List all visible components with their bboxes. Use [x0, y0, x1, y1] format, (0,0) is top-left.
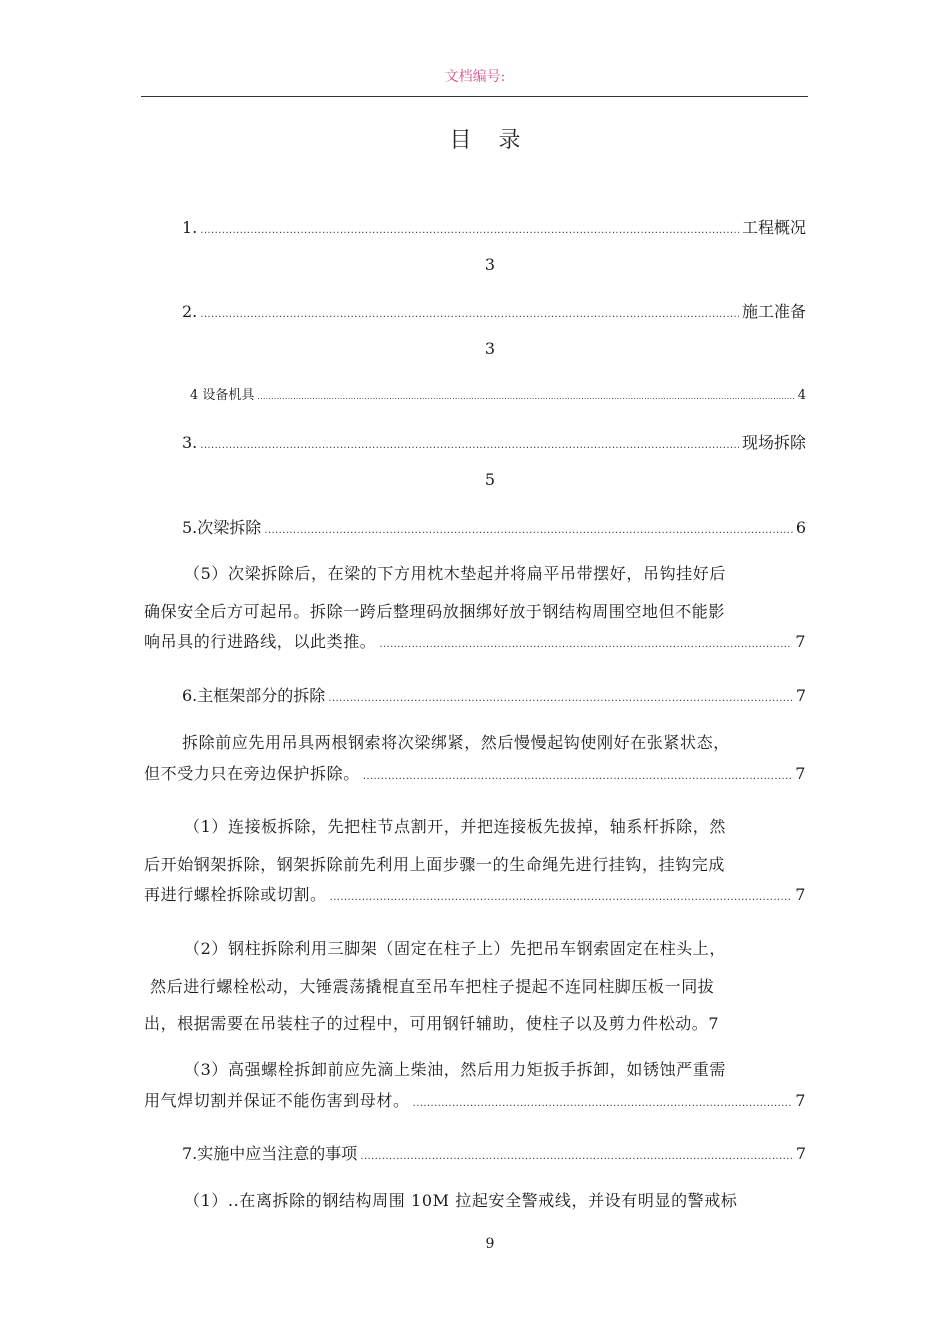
paragraph-line-text: 用气焊切割并保证不能伤害到母材。: [144, 1090, 410, 1110]
toc-entry-1-page: 3: [484, 255, 496, 274]
header-divider: [141, 96, 808, 97]
toc-entry-title: 5.次梁拆除: [182, 518, 262, 537]
toc-entry-number: 2.: [182, 302, 198, 321]
toc-entry-1[interactable]: [182, 216, 806, 243]
page-number: 9: [485, 1236, 495, 1252]
toc-entry-7[interactable]: [182, 1142, 806, 1169]
toc-entry-page: 7: [795, 1090, 806, 1110]
toc-entry-title: 工程概况: [741, 218, 806, 237]
paragraph-last-line: [144, 883, 806, 921]
toc-entry-page: 6: [795, 518, 806, 537]
toc-leader-dots: [328, 684, 793, 711]
toc-leader-dots: [330, 883, 793, 910]
toc-leader-dots: [379, 630, 792, 657]
toc-paragraph-1[interactable]: [144, 555, 806, 668]
toc-leader-dots: [264, 516, 793, 543]
toc-leader-dots: [200, 300, 739, 327]
page-title: 目 录: [449, 128, 531, 153]
paragraph-line: （3）高强螺栓拆卸前应先滴上柴油，然后用力矩扳手拆卸，如锈蚀严重需: [184, 1060, 726, 1079]
toc-entry-page: 7: [795, 1144, 806, 1163]
paragraph-line: 拆除前应先用吊具两根钢索将次梁绑紧，然后慢慢起钩使刚好在张紧状态，: [182, 733, 730, 752]
toc-entry-title: 现场拆除: [741, 433, 806, 452]
paragraph-line: （1）..在离拆除的钢结构周围 10M 拉起安全警戒线，并设有明显的警戒标: [184, 1191, 738, 1210]
paragraph-line: （5）次梁拆除后，在梁的下方用枕木垫起并将扁平吊带摆好，吊钩挂好后: [184, 564, 726, 583]
toc-entry-5[interactable]: [182, 516, 806, 543]
toc-entry-page: 7: [795, 885, 806, 904]
paragraph-line: （1）连接板拆除，先把柱节点割开，并把连接板先拔掉，轴系杆拆除，然: [184, 817, 726, 836]
toc-entry-title: 4 设备机具: [190, 388, 255, 403]
paragraph-line: 出，根据需要在吊装柱子的过程中，可用钢钎辅助，使柱子以及剪力件松动。7: [144, 1014, 720, 1033]
toc-entry-number: 1.: [182, 218, 198, 237]
paragraph-line: 后开始钢架拆除，钢架拆除前先利用上面步骤一的生命绳先进行挂钩，挂钩完成: [144, 854, 726, 874]
paragraph-last-line: [144, 630, 806, 668]
toc-leader-dots: [360, 1142, 793, 1169]
toc-entry-page: 7: [795, 763, 806, 783]
paragraph-line: 确保安全后方可起吊。拆除一跨后整理码放捆绑好放于钢结构周围空地但不能影: [144, 601, 726, 621]
paragraph-line: （2）钢柱拆除利用三脚架（固定在柱子上）先把吊车钢索固定在柱头上，: [184, 939, 726, 958]
toc-paragraph-2[interactable]: [144, 724, 806, 799]
toc-leader-dots: [257, 384, 794, 409]
toc-entry-title: 施工准备: [741, 302, 806, 321]
toc-entry-4[interactable]: [182, 431, 806, 458]
toc-entry-3[interactable]: [190, 384, 806, 409]
toc-paragraph-5[interactable]: [144, 1051, 806, 1126]
toc-entry-page: 7: [795, 686, 806, 705]
toc-entry-page: 7: [795, 632, 806, 651]
toc-leader-dots: [200, 216, 739, 243]
paragraph-line: 然后进行螺栓松动，大锤震荡撬棍直至吊车把柱子提起不连同柱脚压板一同拔: [150, 976, 715, 996]
toc-entry-title: 7.实施中应当注意的事项: [182, 1144, 358, 1163]
toc-paragraph-4[interactable]: [144, 930, 806, 1043]
toc-entry-2[interactable]: [182, 300, 806, 327]
toc-entry-title: 6.主框架部分的拆除: [182, 686, 326, 705]
paragraph-line-text: 再进行螺栓拆除或切割。: [144, 885, 327, 904]
toc-entry-number: 3.: [182, 433, 198, 452]
toc-leader-dots: [200, 431, 739, 458]
paragraph-line-text: 响吊具的行进路线，以此类推。: [144, 632, 377, 651]
toc-entry-2-page: 3: [484, 339, 496, 358]
toc-entry-6[interactable]: [182, 684, 806, 711]
paragraph-line-text: 但不受力只在旁边保护拆除。: [144, 763, 360, 783]
toc-leader-dots: [413, 1089, 793, 1116]
document-number-label: 文档编号:: [444, 69, 506, 85]
paragraph-last-line: [144, 762, 806, 800]
toc-entry-4-page: 5: [484, 470, 496, 489]
toc-entry-page: 4: [797, 388, 806, 403]
toc-paragraph-3[interactable]: [144, 808, 806, 921]
toc-leader-dots: [363, 762, 792, 789]
toc-paragraph-6[interactable]: [144, 1182, 806, 1220]
paragraph-last-line: [144, 1089, 806, 1127]
